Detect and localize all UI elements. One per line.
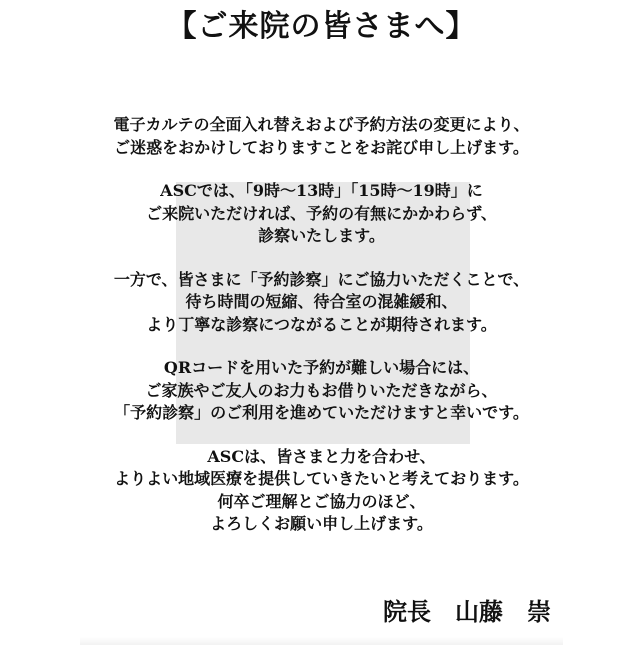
- paragraph-hours: [0, 180, 643, 248]
- body-line: よりよい地域医療を提供していきたいと考えております。: [114, 469, 529, 488]
- director-signature: 院長 山藤 崇: [383, 597, 551, 626]
- body-line: より丁寧な診察につながることが期待されます。: [146, 314, 497, 334]
- body-line: ご来院いただければ、予約の有無にかかわらず、: [146, 203, 497, 223]
- body-line: 電子カルテの全面入れ替えおよび予約方法の変更により、: [113, 115, 530, 134]
- body-line: ご迷惑をおかけしておりますことをお詫び申し上げます。: [114, 137, 529, 157]
- bottom-edge-shade: [80, 637, 563, 645]
- body-line: ASCでは、「9時～13時」「15時～19時」に: [160, 181, 483, 200]
- body-line: ASCは、皆さまと力を合わせ、: [207, 446, 436, 466]
- body-line: よろしくお願い申し上げます。: [210, 514, 433, 533]
- paragraph-closing: [0, 446, 643, 536]
- notice-body: [0, 114, 643, 557]
- body-line: 診察いたします。: [258, 226, 385, 245]
- body-line: 「予約診察」のご利用を進めていただけますと幸いです。: [114, 403, 529, 422]
- paragraph-benefits: [0, 269, 643, 337]
- notice-title: 【ご来院の皆さまへ】: [166, 9, 477, 44]
- body-line: ご家族やご友人のお力もお借りいただきながら、: [145, 380, 498, 400]
- body-line: QRコードを用いた予約が難しい場合には、: [163, 358, 480, 377]
- paragraph-qr-code: [0, 357, 643, 425]
- body-line: 待ち時間の短縮、待合室の混雑緩和、: [185, 292, 458, 311]
- paragraph-apology: [0, 114, 643, 159]
- body-line: 何卒ご理解とご協力のほど、: [217, 491, 426, 511]
- body-line: 一方で、皆さまに「予約診察」にご協力いただくことで、: [113, 269, 530, 289]
